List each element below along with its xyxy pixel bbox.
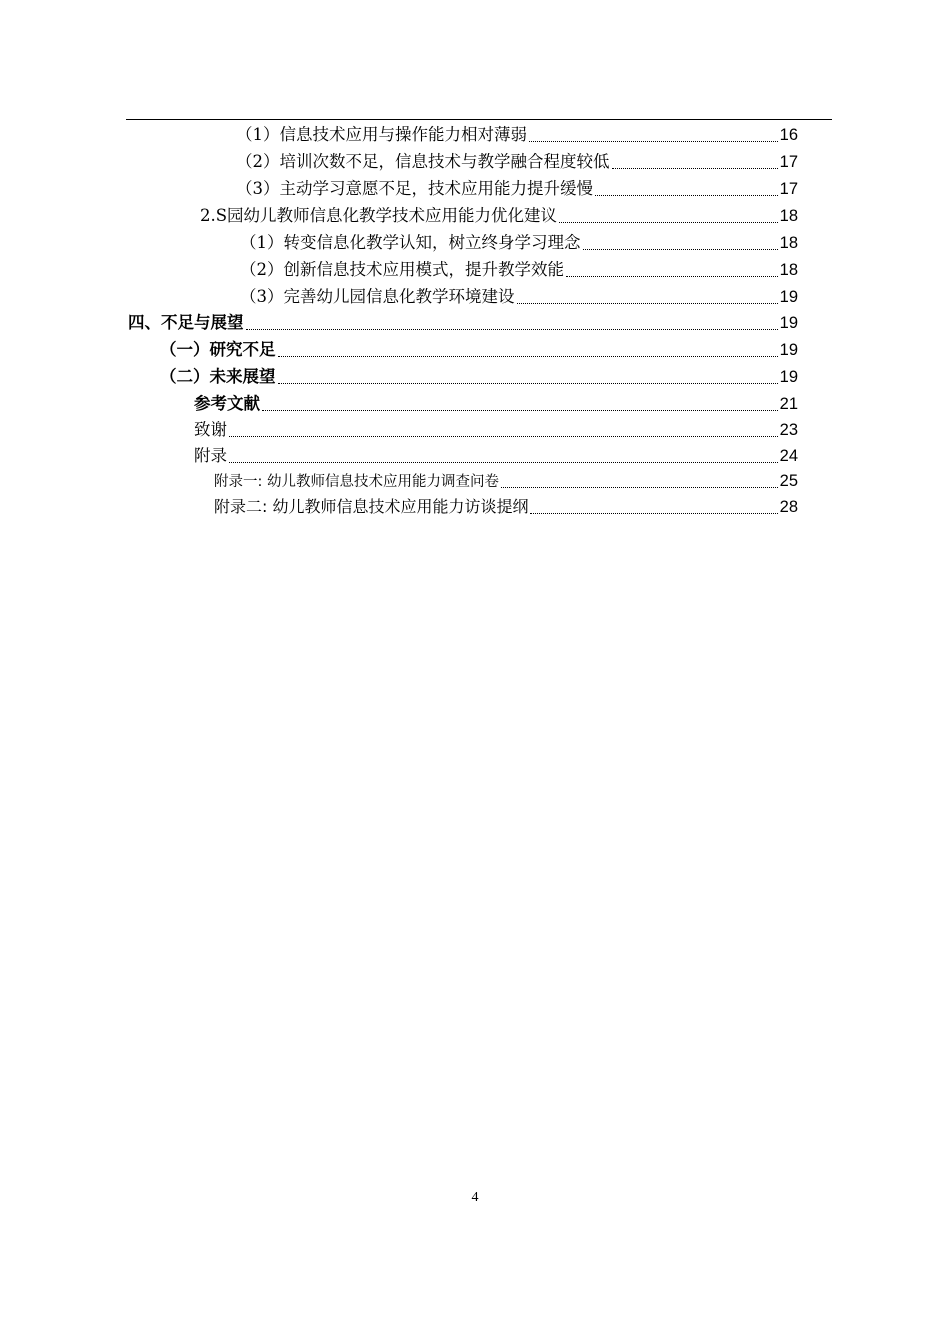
toc-entry[interactable] bbox=[240, 257, 798, 283]
toc-entry-text: （一）研究不足 bbox=[160, 340, 276, 359]
toc-leader-dots bbox=[566, 276, 778, 277]
toc-leader-dots bbox=[595, 195, 778, 196]
toc-entry-text: 致谢 bbox=[194, 420, 227, 439]
toc-entry[interactable] bbox=[214, 468, 798, 494]
toc-page-number: 19 bbox=[779, 341, 798, 359]
toc-entry-text: （3）主动学习意愿不足，技术应用能力提升缓慢 bbox=[236, 179, 593, 198]
toc-page-number: 17 bbox=[779, 180, 798, 198]
toc-leader-dots bbox=[501, 487, 778, 488]
toc-page-number: 19 bbox=[779, 314, 798, 332]
toc-page-number: 16 bbox=[779, 126, 798, 144]
toc-leader-dots bbox=[229, 436, 778, 437]
toc-leader-dots bbox=[583, 249, 778, 250]
toc-leader-dots bbox=[517, 303, 778, 304]
toc-entry-text: 参考文献 bbox=[194, 394, 260, 413]
toc-leader-dots bbox=[262, 410, 778, 411]
toc-entry[interactable] bbox=[236, 176, 798, 202]
toc-entry-text: 附录二: 幼儿教师信息技术应用能力访谈提纲 bbox=[214, 497, 529, 516]
toc-entry-text: （二）未来展望 bbox=[160, 367, 276, 386]
toc-leader-dots bbox=[278, 356, 778, 357]
toc-entry[interactable] bbox=[236, 149, 798, 175]
toc-entry[interactable] bbox=[214, 494, 798, 520]
toc-entry[interactable] bbox=[236, 122, 798, 148]
toc-entry[interactable] bbox=[194, 417, 798, 443]
header-rule bbox=[126, 119, 832, 120]
toc-page-number: 24 bbox=[779, 447, 798, 465]
toc-entry-text: （2）创新信息技术应用模式，提升教学效能 bbox=[240, 260, 564, 279]
toc-leader-dots bbox=[529, 141, 778, 142]
toc-leader-dots bbox=[278, 383, 778, 384]
toc-leader-dots bbox=[559, 222, 778, 223]
toc-page-number: 19 bbox=[779, 288, 798, 306]
toc-page-number: 18 bbox=[779, 207, 798, 225]
toc-page-number: 19 bbox=[779, 368, 798, 386]
toc-entry[interactable] bbox=[160, 364, 798, 390]
toc-entry[interactable] bbox=[194, 443, 798, 469]
toc-entry-text: 2.S园幼儿教师信息化教学技术应用能力优化建议 bbox=[200, 206, 558, 225]
toc-page-number: 18 bbox=[779, 234, 798, 252]
toc-page-number: 18 bbox=[779, 261, 798, 279]
toc-entry[interactable] bbox=[240, 230, 798, 256]
toc-entry[interactable] bbox=[194, 391, 798, 417]
toc-entry-text: 四、不足与展望 bbox=[128, 313, 244, 332]
toc-entry-text: （1）信息技术应用与操作能力相对薄弱 bbox=[236, 125, 527, 144]
toc-entry-text: 附录 bbox=[194, 446, 227, 465]
toc-entry[interactable] bbox=[240, 284, 798, 310]
toc-page-number: 25 bbox=[779, 472, 798, 490]
toc-entry[interactable] bbox=[200, 203, 798, 229]
toc-leader-dots bbox=[246, 329, 778, 330]
toc-entry-text: 附录一: 幼儿教师信息技术应用能力调查问卷 bbox=[214, 474, 499, 490]
toc-page-number: 28 bbox=[779, 498, 798, 516]
page-number: 4 bbox=[471, 1190, 479, 1205]
toc-leader-dots bbox=[530, 513, 777, 514]
toc-entry[interactable] bbox=[128, 310, 798, 336]
toc-entry-text: （1）转变信息化教学认知，树立终身学习理念 bbox=[240, 233, 581, 252]
toc-page-number: 17 bbox=[779, 153, 798, 171]
toc-leader-dots bbox=[612, 168, 778, 169]
toc-entry-text: （2）培训次数不足，信息技术与教学融合程度较低 bbox=[236, 152, 610, 171]
toc-entry[interactable] bbox=[160, 337, 798, 363]
toc-leader-dots bbox=[229, 462, 778, 463]
toc-page-number: 23 bbox=[779, 421, 798, 439]
toc-entry-text: （3）完善幼儿园信息化教学环境建设 bbox=[240, 287, 515, 306]
toc-page-number: 21 bbox=[779, 395, 798, 413]
